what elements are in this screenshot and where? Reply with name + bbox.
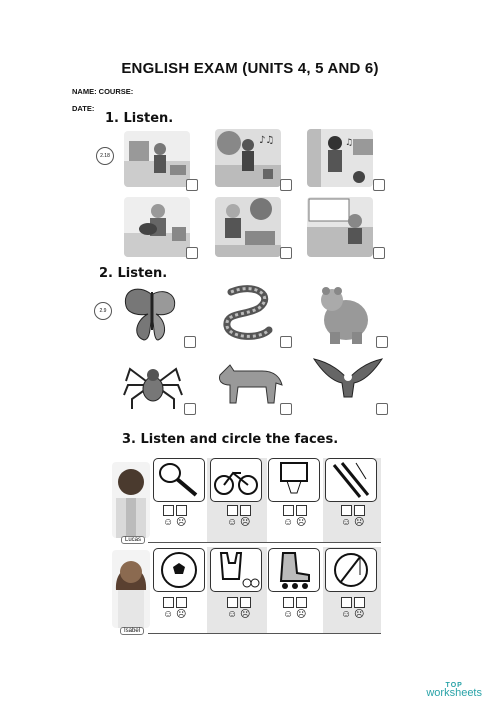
audio-track-2-icon[interactable]: 2.9 — [94, 302, 112, 320]
answer-box[interactable] — [227, 505, 238, 516]
answer-checkbox[interactable] — [186, 179, 198, 191]
date-label: DATE: — [72, 104, 95, 113]
sad-face-icon[interactable]: ☹ — [240, 609, 251, 620]
boy-photo — [112, 462, 150, 538]
answer-box[interactable] — [227, 597, 238, 608]
happy-face-icon[interactable]: ☺ — [227, 517, 238, 528]
singing-kitchen-picture — [307, 129, 373, 187]
happy-face-icon[interactable]: ☺ — [163, 609, 174, 620]
answer-checkbox[interactable] — [280, 179, 292, 191]
basketball-hoop-picture — [268, 458, 320, 502]
svg-text:♫: ♫ — [345, 138, 354, 148]
football-picture — [153, 548, 205, 592]
sad-face-icon[interactable]: ☹ — [296, 517, 307, 528]
roller-skate-picture — [268, 548, 320, 592]
answer-box[interactable] — [341, 597, 352, 608]
sad-face-icon[interactable]: ☹ — [296, 609, 307, 620]
swimsuit-goggles-picture — [210, 548, 262, 592]
answer-box[interactable] — [341, 505, 352, 516]
answer-checkbox[interactable] — [184, 336, 196, 348]
answer-checkbox[interactable] — [280, 403, 292, 415]
happy-face-icon[interactable]: ☺ — [283, 609, 294, 620]
spider-picture — [122, 355, 184, 413]
sad-face-icon[interactable]: ☹ — [354, 517, 365, 528]
kid-name-lucas: Lucas — [121, 536, 145, 544]
happy-face-icon[interactable]: ☺ — [163, 517, 174, 528]
answer-box[interactable] — [240, 505, 251, 516]
sad-face-icon[interactable]: ☹ — [354, 609, 365, 620]
painting-garden-picture — [215, 197, 281, 257]
tennis-racket-picture — [153, 458, 205, 502]
audio-track-1-icon[interactable]: 2.18 — [96, 147, 114, 165]
answer-box[interactable] — [163, 597, 174, 608]
sad-face-icon[interactable]: ☹ — [240, 517, 251, 528]
girl-photo — [112, 550, 150, 628]
happy-face-icon[interactable]: ☺ — [341, 609, 352, 620]
answer-box[interactable] — [283, 597, 294, 608]
bicycle-picture — [210, 458, 262, 502]
snake-picture — [215, 282, 281, 346]
answer-checkbox[interactable] — [280, 247, 292, 259]
brand-logo: TOP worksheets — [426, 682, 482, 699]
answer-checkbox[interactable] — [184, 403, 196, 415]
answer-checkbox[interactable] — [376, 403, 388, 415]
happy-face-icon[interactable]: ☺ — [341, 517, 352, 528]
butterfly-picture — [118, 284, 184, 346]
answer-box[interactable] — [176, 597, 187, 608]
answer-box[interactable] — [240, 597, 251, 608]
skis-picture — [325, 458, 377, 502]
guitar-bedroom-picture — [124, 197, 190, 257]
wolf-picture — [212, 355, 284, 407]
answer-checkbox[interactable] — [280, 336, 292, 348]
eagle-picture — [312, 353, 384, 405]
section-3-title: 3. Listen and circle the faces. — [122, 432, 339, 447]
answer-checkbox[interactable] — [186, 247, 198, 259]
kid-name-isabel: Isabel — [120, 627, 144, 635]
bear-picture — [312, 284, 376, 346]
exam-title: ENGLISH EXAM (UNITS 4, 5 AND 6) — [121, 60, 379, 77]
name-course-label: NAME: COURSE: — [72, 87, 134, 96]
svg-text:♪♫: ♪♫ — [259, 135, 275, 146]
answer-checkbox[interactable] — [373, 247, 385, 259]
section-1-title: 1. Listen. — [105, 111, 174, 126]
fishing-picture — [325, 548, 377, 592]
answer-box[interactable] — [354, 505, 365, 516]
sad-face-icon[interactable]: ☹ — [176, 609, 187, 620]
answer-box[interactable] — [296, 505, 307, 516]
music-park-picture — [215, 129, 281, 187]
happy-face-icon[interactable]: ☺ — [227, 609, 238, 620]
answer-checkbox[interactable] — [373, 179, 385, 191]
window-seat-picture — [307, 197, 373, 257]
answer-checkbox[interactable] — [376, 336, 388, 348]
answer-box[interactable] — [163, 505, 174, 516]
answer-box[interactable] — [176, 505, 187, 516]
answer-box[interactable] — [283, 505, 294, 516]
sad-face-icon[interactable]: ☹ — [176, 517, 187, 528]
section-2-title: 2. Listen. — [99, 266, 168, 281]
kitchen-cooking-picture — [124, 131, 190, 187]
happy-face-icon[interactable]: ☺ — [283, 517, 294, 528]
answer-box[interactable] — [296, 597, 307, 608]
answer-box[interactable] — [354, 597, 365, 608]
